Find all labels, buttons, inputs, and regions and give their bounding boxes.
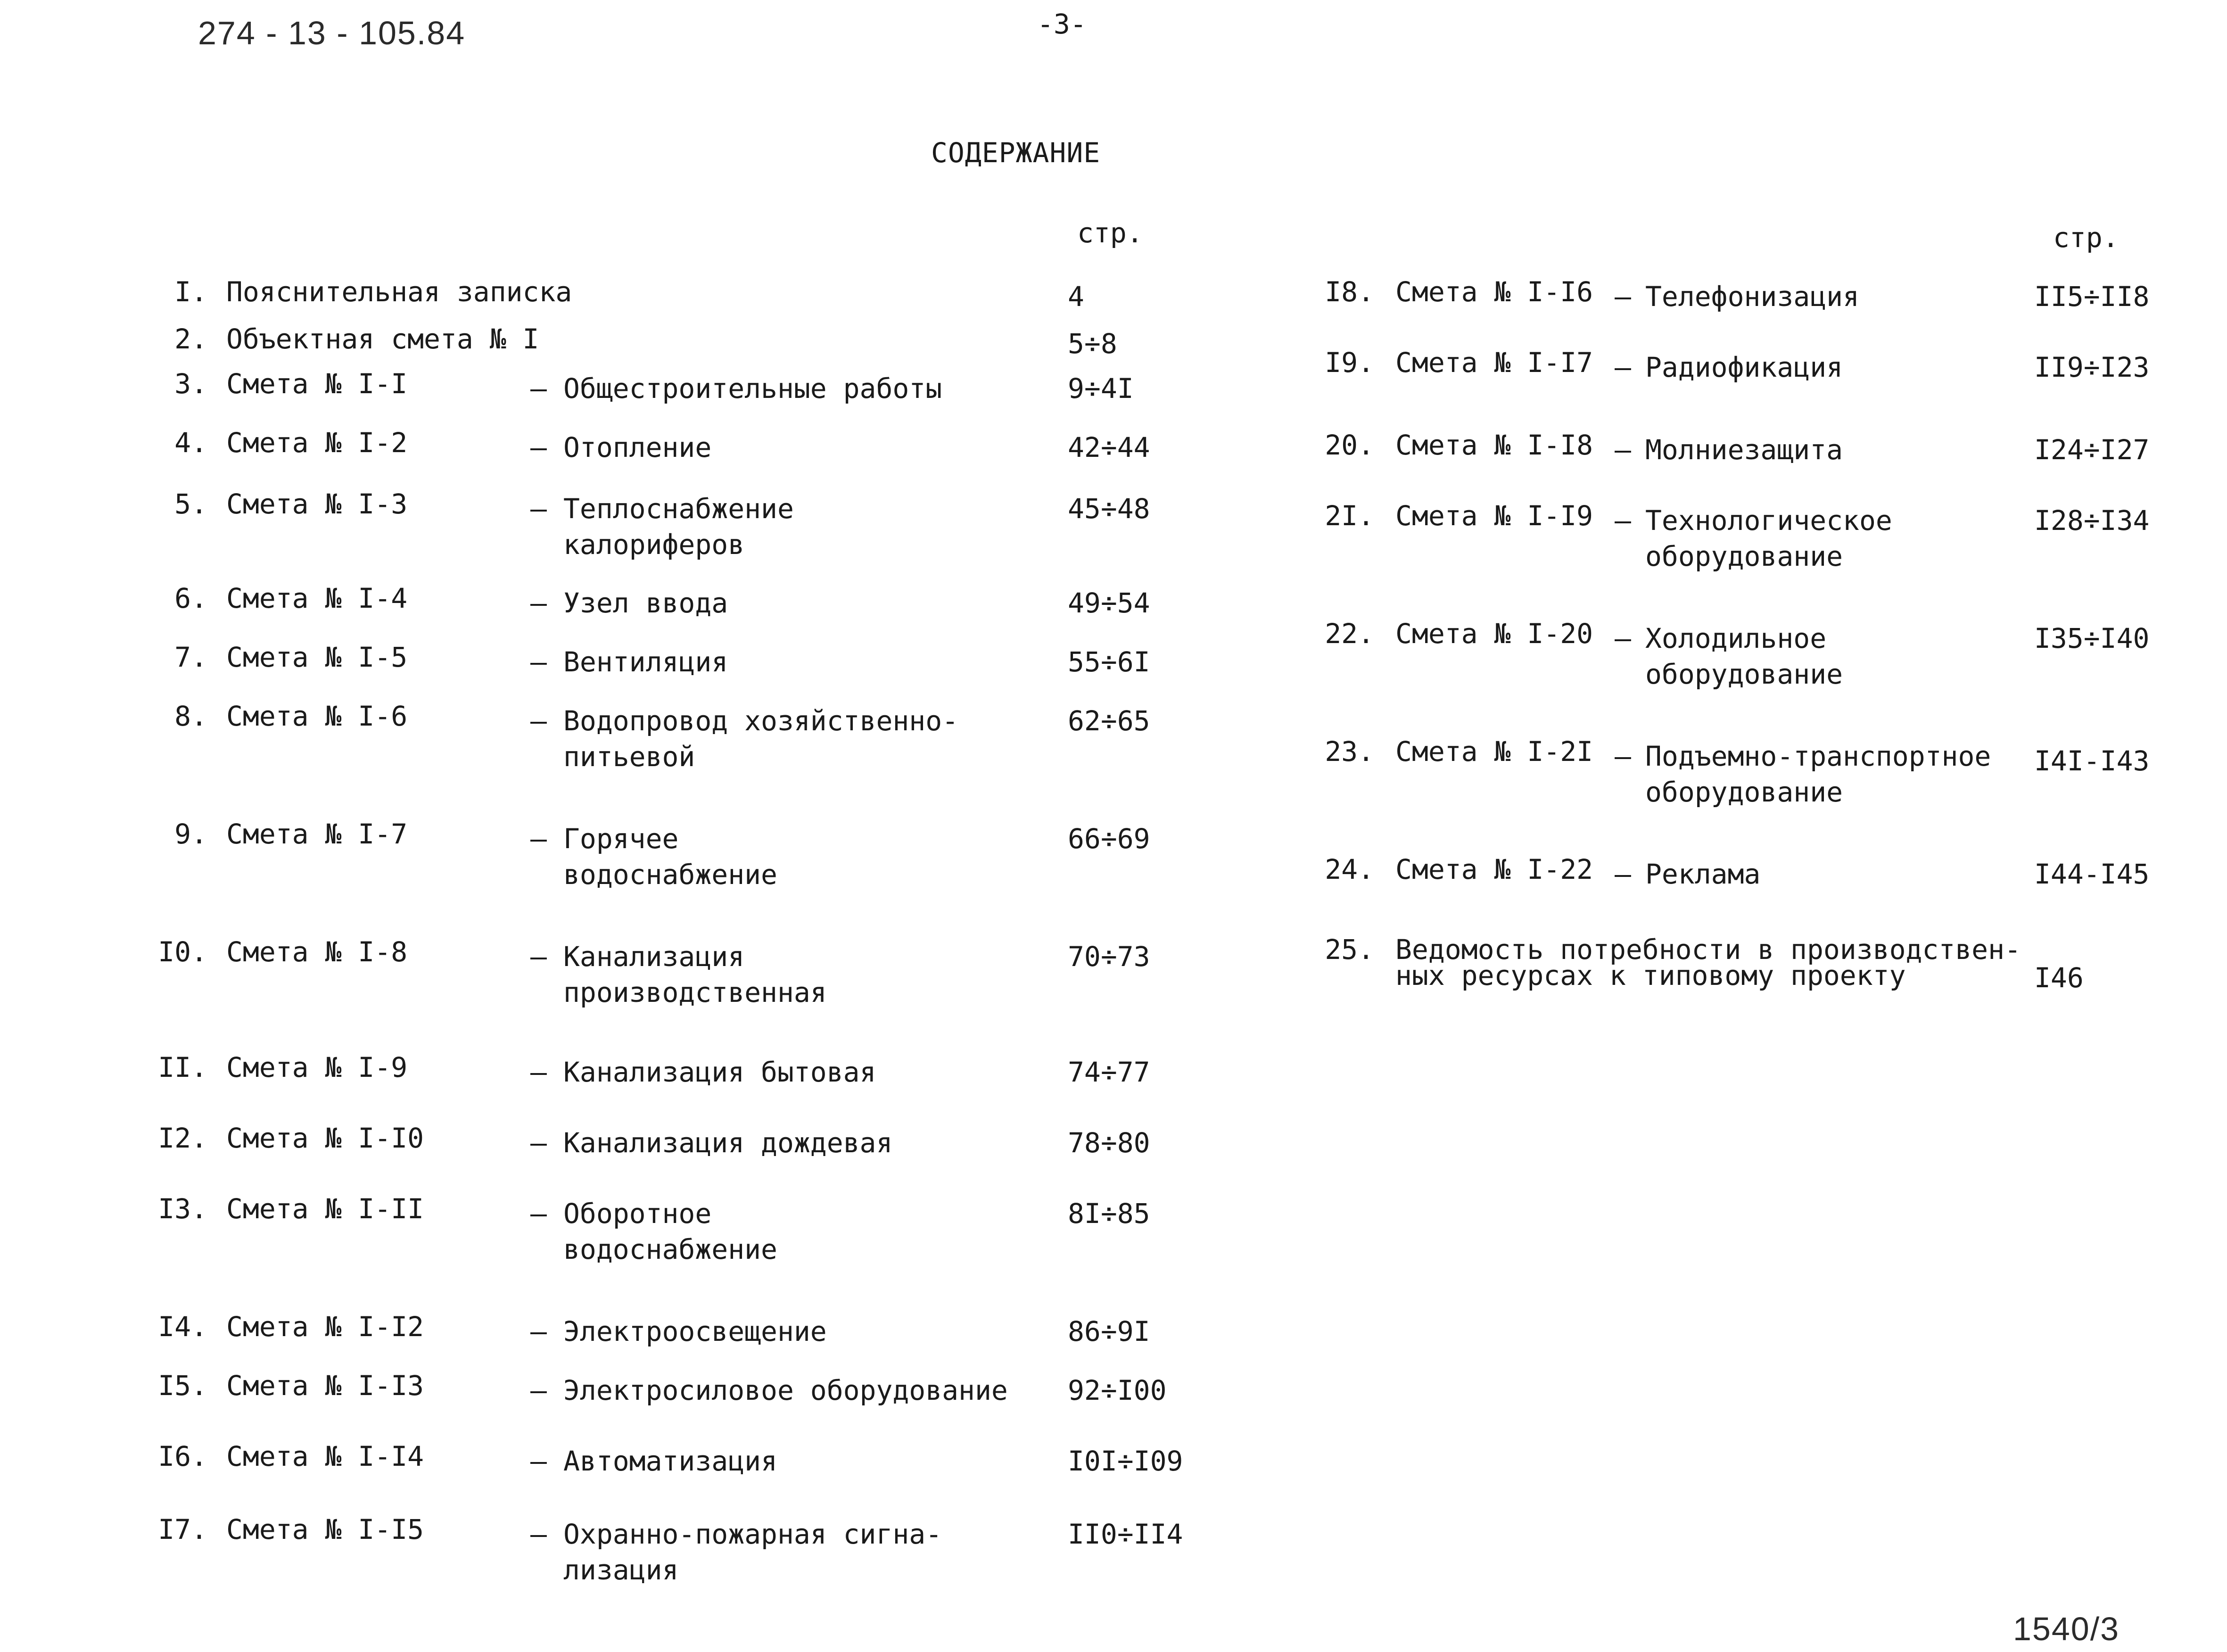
entry-description: производственная — [563, 976, 827, 1008]
entry-number: 4. — [174, 427, 207, 459]
entry-name: Смета № I-I — [226, 368, 408, 400]
entry-number: 6. — [174, 582, 207, 614]
entry-pages: I0I÷I09 — [1068, 1445, 1183, 1477]
entry-description: Общестроительные работы — [563, 372, 942, 405]
entry-pages: 74÷77 — [1068, 1056, 1150, 1088]
entry-pages: I46 — [2034, 962, 2084, 994]
archive-stamp: 1540/3 — [2013, 1611, 2120, 1647]
entry-pages: II0÷II4 — [1068, 1518, 1183, 1550]
entry-description: оборудование — [1645, 776, 1843, 808]
entry-pages: II5÷II8 — [2034, 281, 2150, 313]
dash-separator: – — [530, 1198, 547, 1230]
entry-description: Узел ввода — [563, 587, 728, 619]
dash-separator: – — [530, 493, 547, 525]
dash-separator: – — [1615, 281, 1631, 313]
entry-name: Смета № I-7 — [226, 818, 408, 850]
entry-name: Объектная смета № I — [226, 323, 539, 355]
entry-pages: 78÷80 — [1068, 1127, 1150, 1159]
entry-description: водоснабжение — [563, 1233, 777, 1265]
dash-separator: – — [530, 646, 547, 678]
entry-name: Смета № I-I7 — [1395, 347, 1593, 379]
entry-number: I4. — [158, 1311, 207, 1343]
entry-number: 25. — [1325, 933, 1374, 966]
entry-number: 3. — [174, 368, 207, 400]
dash-separator: – — [530, 1374, 547, 1406]
entry-number: I8. — [1325, 276, 1374, 308]
entry-description: Электроосвещение — [563, 1315, 827, 1347]
entry-description: оборудование — [1645, 540, 1843, 572]
entry-description: оборудование — [1645, 658, 1843, 690]
entry-number: I7. — [158, 1513, 207, 1545]
entry-number: 24. — [1325, 853, 1374, 885]
entry-pages: 5÷8 — [1068, 328, 1117, 360]
entry-pages: 9÷4I — [1068, 372, 1134, 405]
entry-description: водоснабжение — [563, 859, 777, 891]
entry-number: 2I. — [1325, 500, 1374, 532]
entry-description: Холодильное — [1645, 622, 1827, 654]
entry-name: Смета № I-I9 — [1395, 500, 1593, 532]
entry-number: II. — [158, 1051, 207, 1083]
dash-separator: – — [1615, 858, 1631, 890]
entry-pages: I4I-I43 — [2034, 745, 2150, 777]
entry-number: 7. — [174, 641, 207, 673]
entry-number: I3. — [158, 1193, 207, 1225]
entry-description: Теплоснабжение — [563, 493, 794, 525]
entry-description: Электросиловое оборудование — [563, 1374, 1008, 1406]
dash-separator: – — [530, 823, 547, 855]
entry-number: I2. — [158, 1122, 207, 1154]
entry-description: Автоматизация — [563, 1445, 777, 1477]
entry-pages: I44-I45 — [2034, 858, 2150, 890]
entry-pages: 92÷I00 — [1068, 1374, 1167, 1406]
entry-number: 22. — [1325, 618, 1374, 650]
entry-name: Смета № I-20 — [1395, 618, 1593, 650]
entry-description: Канализация — [563, 941, 745, 973]
entry-description: Молниезащита — [1645, 434, 1843, 466]
dash-separator: – — [530, 1056, 547, 1088]
entry-pages: 42÷44 — [1068, 431, 1150, 463]
dash-separator: – — [1615, 434, 1631, 466]
entry-name: Смета № I-I4 — [226, 1440, 424, 1472]
entry-number: I0. — [158, 936, 207, 968]
entry-description: Радиофикация — [1645, 351, 1843, 383]
entry-number: 20. — [1325, 429, 1374, 461]
entry-number: 9. — [174, 818, 207, 850]
entry-pages: I28÷I34 — [2034, 504, 2150, 537]
entry-description: Горячее — [563, 823, 679, 855]
entry-name: Смета № I-4 — [226, 582, 408, 614]
entry-description: Отопление — [563, 431, 712, 463]
entry-number: I6. — [158, 1440, 207, 1472]
document-code: 274 - 13 - 105.84 — [198, 15, 466, 51]
entry-description: Технологическое — [1645, 504, 1892, 537]
entry-name: Смета № I-I2 — [226, 1311, 424, 1343]
entry-pages: 70÷73 — [1068, 941, 1150, 973]
entry-pages: II9÷I23 — [2034, 351, 2150, 383]
entry-number: 2. — [174, 323, 207, 355]
dash-separator: – — [1615, 740, 1631, 772]
entry-name: Смета № I-I8 — [1395, 429, 1593, 461]
entry-pages: 4 — [1068, 281, 1084, 313]
entry-description: Охранно-пожарная сигна- — [563, 1518, 942, 1550]
dash-separator: – — [1615, 351, 1631, 383]
entry-name: Смета № I-3 — [226, 488, 408, 520]
entry-description: Оборотное — [563, 1198, 712, 1230]
page-column-label-left: стр. — [1077, 217, 1143, 249]
entry-description: калориферов — [563, 529, 745, 561]
entry-description: лизация — [563, 1554, 679, 1586]
dash-separator: – — [530, 705, 547, 737]
entry-pages: 8I÷85 — [1068, 1198, 1150, 1230]
entry-number: 23. — [1325, 735, 1374, 768]
entry-pages: 62÷65 — [1068, 705, 1150, 737]
dash-separator: – — [530, 431, 547, 463]
entry-name: Смета № I-2 — [226, 427, 408, 459]
entry-number: 8. — [174, 700, 207, 732]
entry-name: Смета № I-9 — [226, 1051, 408, 1083]
dash-separator: – — [530, 1315, 547, 1347]
entry-name: Смета № I-I5 — [226, 1513, 424, 1545]
entry-pages: 49÷54 — [1068, 587, 1150, 619]
entry-number: I. — [174, 276, 207, 308]
entry-description: Водопровод хозяйственно- — [563, 705, 959, 737]
dash-separator: – — [530, 941, 547, 973]
dash-separator: – — [530, 1127, 547, 1159]
entry-name: Смета № I-2I — [1395, 735, 1593, 768]
entry-description: Подъемно-транспортное — [1645, 740, 1991, 772]
entry-name: Смета № I-8 — [226, 936, 408, 968]
page-column-label-right: стр. — [2053, 222, 2119, 254]
dash-separator: – — [530, 587, 547, 619]
entry-number: I9. — [1325, 347, 1374, 379]
dash-separator: – — [530, 372, 547, 405]
entry-name: Смета № I-I3 — [226, 1370, 424, 1402]
entry-number: I5. — [158, 1370, 207, 1402]
entry-name: Смета № I-I0 — [226, 1122, 424, 1154]
page-title: СОДЕРЖАНИЕ — [931, 137, 1101, 169]
entry-pages: 66÷69 — [1068, 823, 1150, 855]
entry-name-continued: ных ресурсах к типовому проекту — [1395, 959, 1906, 991]
entry-pages: 55÷6I — [1068, 646, 1150, 678]
entry-name: Пояснительная записка — [226, 276, 572, 308]
entry-name: Смета № I-I6 — [1395, 276, 1593, 308]
dash-separator: – — [530, 1445, 547, 1477]
entry-description: Вентиляция — [563, 646, 728, 678]
dash-separator: – — [1615, 504, 1631, 537]
entry-description: Телефонизация — [1645, 281, 1859, 313]
dash-separator: – — [1615, 622, 1631, 654]
entry-description: Канализация дождевая — [563, 1127, 893, 1159]
entry-number: 5. — [174, 488, 207, 520]
entry-description: питьевой — [563, 741, 695, 773]
entry-name: Смета № I-6 — [226, 700, 408, 732]
entry-pages: I24÷I27 — [2034, 434, 2150, 466]
page-number: -3- — [1037, 8, 1087, 40]
entry-pages: I35÷I40 — [2034, 622, 2150, 654]
entry-pages: 45÷48 — [1068, 493, 1150, 525]
entry-description: Канализация бытовая — [563, 1056, 876, 1088]
entry-name: Смета № I-22 — [1395, 853, 1593, 885]
entry-name: Ведомость потребности в производствен- — [1395, 933, 2021, 966]
dash-separator: – — [530, 1518, 547, 1550]
entry-description: Реклама — [1645, 858, 1761, 890]
entry-name: Смета № I-5 — [226, 641, 408, 673]
entry-pages: 86÷9I — [1068, 1315, 1150, 1347]
entry-name: Смета № I-II — [226, 1193, 424, 1225]
